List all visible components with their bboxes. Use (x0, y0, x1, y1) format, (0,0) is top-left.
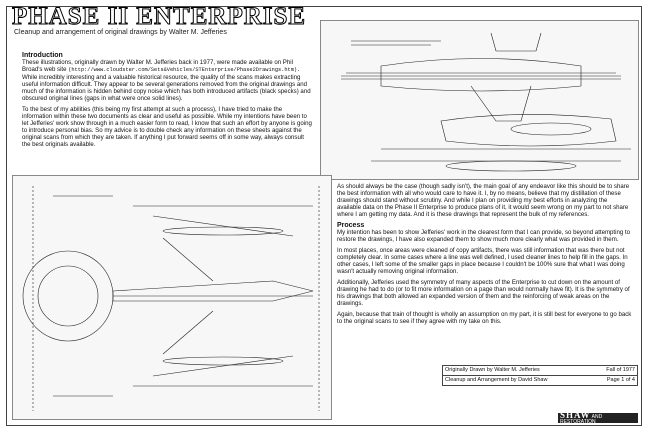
drawing-date: Fall of 1977 (606, 367, 635, 373)
logo-name: SHAW (560, 410, 591, 420)
logo-tagline: AND RESTORATION (560, 414, 603, 425)
intro-paragraph-1 (22, 59, 312, 102)
process-paragraph-2: In most places, once areas were cleaned of copy artifacts, there was still information that was there but not completely clear. In some cases where a line was well defined, I used cleaner lines to help fill in the gaps. In other cases, I left some of the smaller gaps in place because I couldn't be 100% sure that what I was doing wasn't actually removing original information. (337, 247, 628, 275)
page-subtitle: Cleanup and arrangement of original drawings by Walter M. Jefferies (14, 29, 227, 36)
drawn-by-credit: Originally Drawn by Walter M. Jefferies (445, 367, 540, 373)
process-paragraph-4: Again, because that train of thought is wholly an assumption on my part, it is still best for everyone to go back to the original scans to see if they agree with my take on this. (337, 311, 632, 325)
introduction-heading: Introduction (22, 52, 63, 59)
shaw-logo (558, 410, 638, 425)
side-elevation-svg (321, 21, 638, 179)
process-section (337, 222, 633, 229)
process-paragraph-3: Additionally, Jefferies used the symmetry of many aspects of the Enterprise to cut down on the amount of drawing he had to do (or to fit more information on a page than would normally have fit). It is the symmetry of his drawings that both allowed an expanded version of them and the reinforcing of weak areas on the drawings. (337, 279, 630, 307)
intro-paragraph-1-text: These illustrations, originally drawn by Walter M. Jefferies back in 1977, were made available on Phil Broad's web site (22, 59, 293, 73)
right-text-section (337, 183, 633, 329)
plan-view-svg (13, 176, 331, 419)
process-paragraph-1: My intention has been to show Jefferies' work in the clearest form that I can provide, so beyond attempting to restore the drawings, I have also expanded them to show much more clearly what was provided in them. (337, 229, 631, 243)
side-elevation-drawing (320, 20, 639, 180)
process-heading: Process (337, 222, 365, 229)
plan-view-drawing (12, 175, 332, 420)
intro-paragraph-1-rest: While incredibly interesting and a valuable historical resource, the quality of the scans makes extracting useful information difficult. They appear to be several generations removed from the original drawings and much of the information is hidden behind copy noise which has both introduced artifacts (black specks) and obscured original lines (gaps in what were once solid lines). (22, 74, 311, 102)
page-number: Page 1 of 4 (606, 377, 635, 383)
title-block (442, 366, 638, 386)
intro-paragraph-2: To the best of my abilities (this being my first attempt at such a process), I have tried to make the information within these two documents as clear and useful as possible. While my intentions have been to let Jefferies' work show through in a much easier form to read, I know that such an effort by anyone is going to introduce personal bias. So my advice is to double check any information on these sheets against the original scans from which they are taken. If anything I put forward seems off in some way, always consult the best originals available. (22, 106, 312, 148)
cleanup-credit: Cleanup and Arrangement by David Shaw (445, 377, 548, 383)
source-url: (http://www.cloudster.com/Sets&Vehicles/STEnterprise/Phase2Drawings.htm). (68, 67, 301, 73)
right-paragraph-1: As should always be the case (though sadly isn't), the main goal of any endeavor like this should be to share the best information with all who would care to have it. I, by no means, believe that my distillation of these drawings should stand without scrutiny. And while I plan on providing my best efforts in analyzing the available data on the Phase II Enterprise to produce plans of it, it would seem wrong on my part to not share where I am getting my data. And it is these drawings that represent the bulk of my references. (337, 183, 630, 218)
introduction-section (22, 52, 312, 152)
title-block-row-2 (442, 375, 638, 386)
page-title: PHASE II ENTERPRISE (12, 3, 307, 30)
